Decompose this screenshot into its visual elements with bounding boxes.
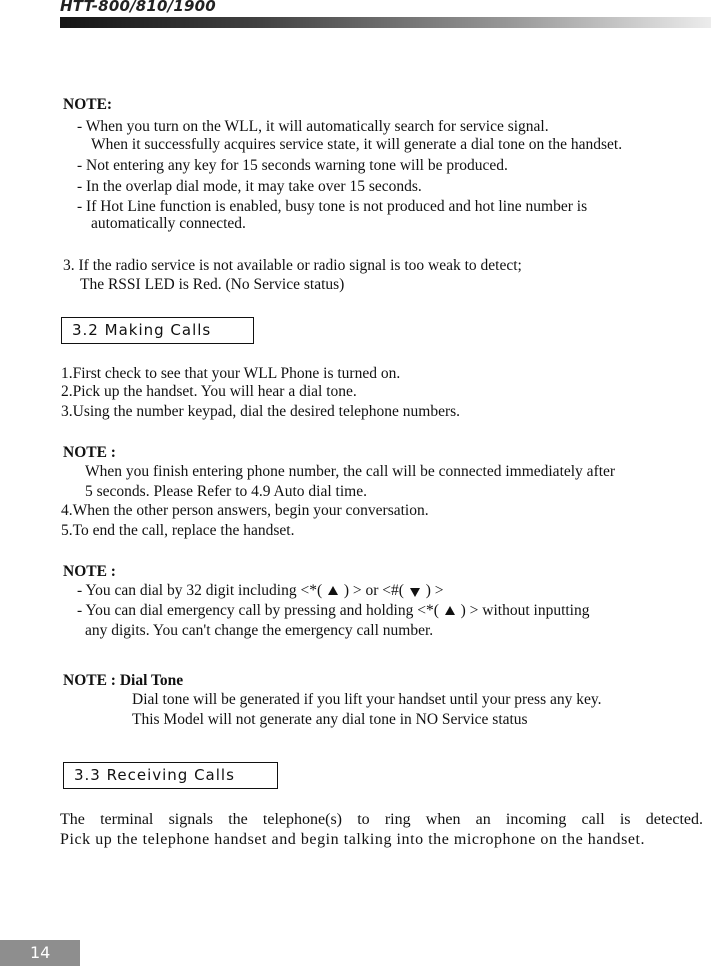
note3-line2 (77, 602, 590, 620)
note3-line2-part-a: - You can dial emergency call by pressing and holding <*( (77, 602, 439, 619)
note3-line1-part-b: ) > or <#( (343, 582, 404, 599)
note3-line1-part-c: ) > (425, 582, 444, 599)
note1-line4: - In the overlap dial mode, it may take over 15 seconds. (77, 178, 422, 195)
up-arrow-icon (445, 606, 455, 615)
note3-line1 (77, 582, 443, 600)
note1-line2: When it successfully acquires service state, it will generate a dial tone on the handset. (91, 136, 623, 153)
header-model-title: HTT-800/810/1900 (60, 0, 216, 15)
step-2: 2.Pick up the handset. You will hear a dial tone. (61, 383, 357, 400)
step-3: 3.Using the number keypad, dial the desired telephone numbers. (61, 403, 461, 420)
receiving-line1: The terminal signals the telephone(s) to ring when an incoming call is detected. (60, 811, 703, 828)
step-1: 1.First check to see that your WLL Phone is turned on. (61, 365, 401, 382)
note3-heading: NOTE : (63, 563, 116, 580)
section-heading-making-calls: 3.2 Making Calls (61, 317, 254, 344)
item3-line2: The RSSI LED is Red. (No Service status) (80, 276, 345, 293)
note4-line1: Dial tone will be generated if you lift your handset until your press any key. (132, 691, 602, 708)
note1-line5: - If Hot Line function is enabled, busy tone is not produced and hot line number is (77, 198, 588, 215)
note1-heading: NOTE: (63, 96, 113, 113)
page-number-badge: 14 (0, 940, 80, 966)
note4-line2: This Model will not generate any dial tone in NO Service status (132, 711, 528, 728)
note3-line3: any digits. You can't change the emergency call number. (85, 622, 434, 639)
step-4: 4.When the other person answers, begin your conversation. (61, 502, 429, 519)
item3-line1: 3. If the radio service is not available or radio signal is too weak to detect; (63, 257, 522, 274)
step-5: 5.To end the call, replace the handset. (61, 522, 295, 539)
header-gradient-bar (60, 17, 711, 28)
up-arrow-icon (328, 586, 338, 595)
note1-line6: automatically connected. (91, 215, 246, 232)
section-heading-receiving-calls: 3.3 Receiving Calls (63, 762, 278, 789)
note3-line1-part-a: - You can dial by 32 digit including <*( (77, 582, 323, 599)
down-arrow-icon (410, 588, 420, 597)
note2-line1: When you finish entering phone number, the call will be connected immediately after (85, 463, 616, 480)
note4-heading: NOTE : Dial Tone (63, 672, 184, 689)
note1-line3: - Not entering any key for 15 seconds warning tone will be produced. (77, 157, 508, 174)
note2-line2: 5 seconds. Please Refer to 4.9 Auto dial time. (85, 483, 367, 500)
receiving-line2: Pick up the telephone handset and begin talking into the microphone on the handset. (60, 831, 646, 848)
note2-heading: NOTE : (63, 444, 116, 461)
note3-line2-part-b: ) > without inputting (460, 602, 590, 619)
note1-line1: - When you turn on the WLL, it will automatically search for service signal. (77, 118, 549, 135)
